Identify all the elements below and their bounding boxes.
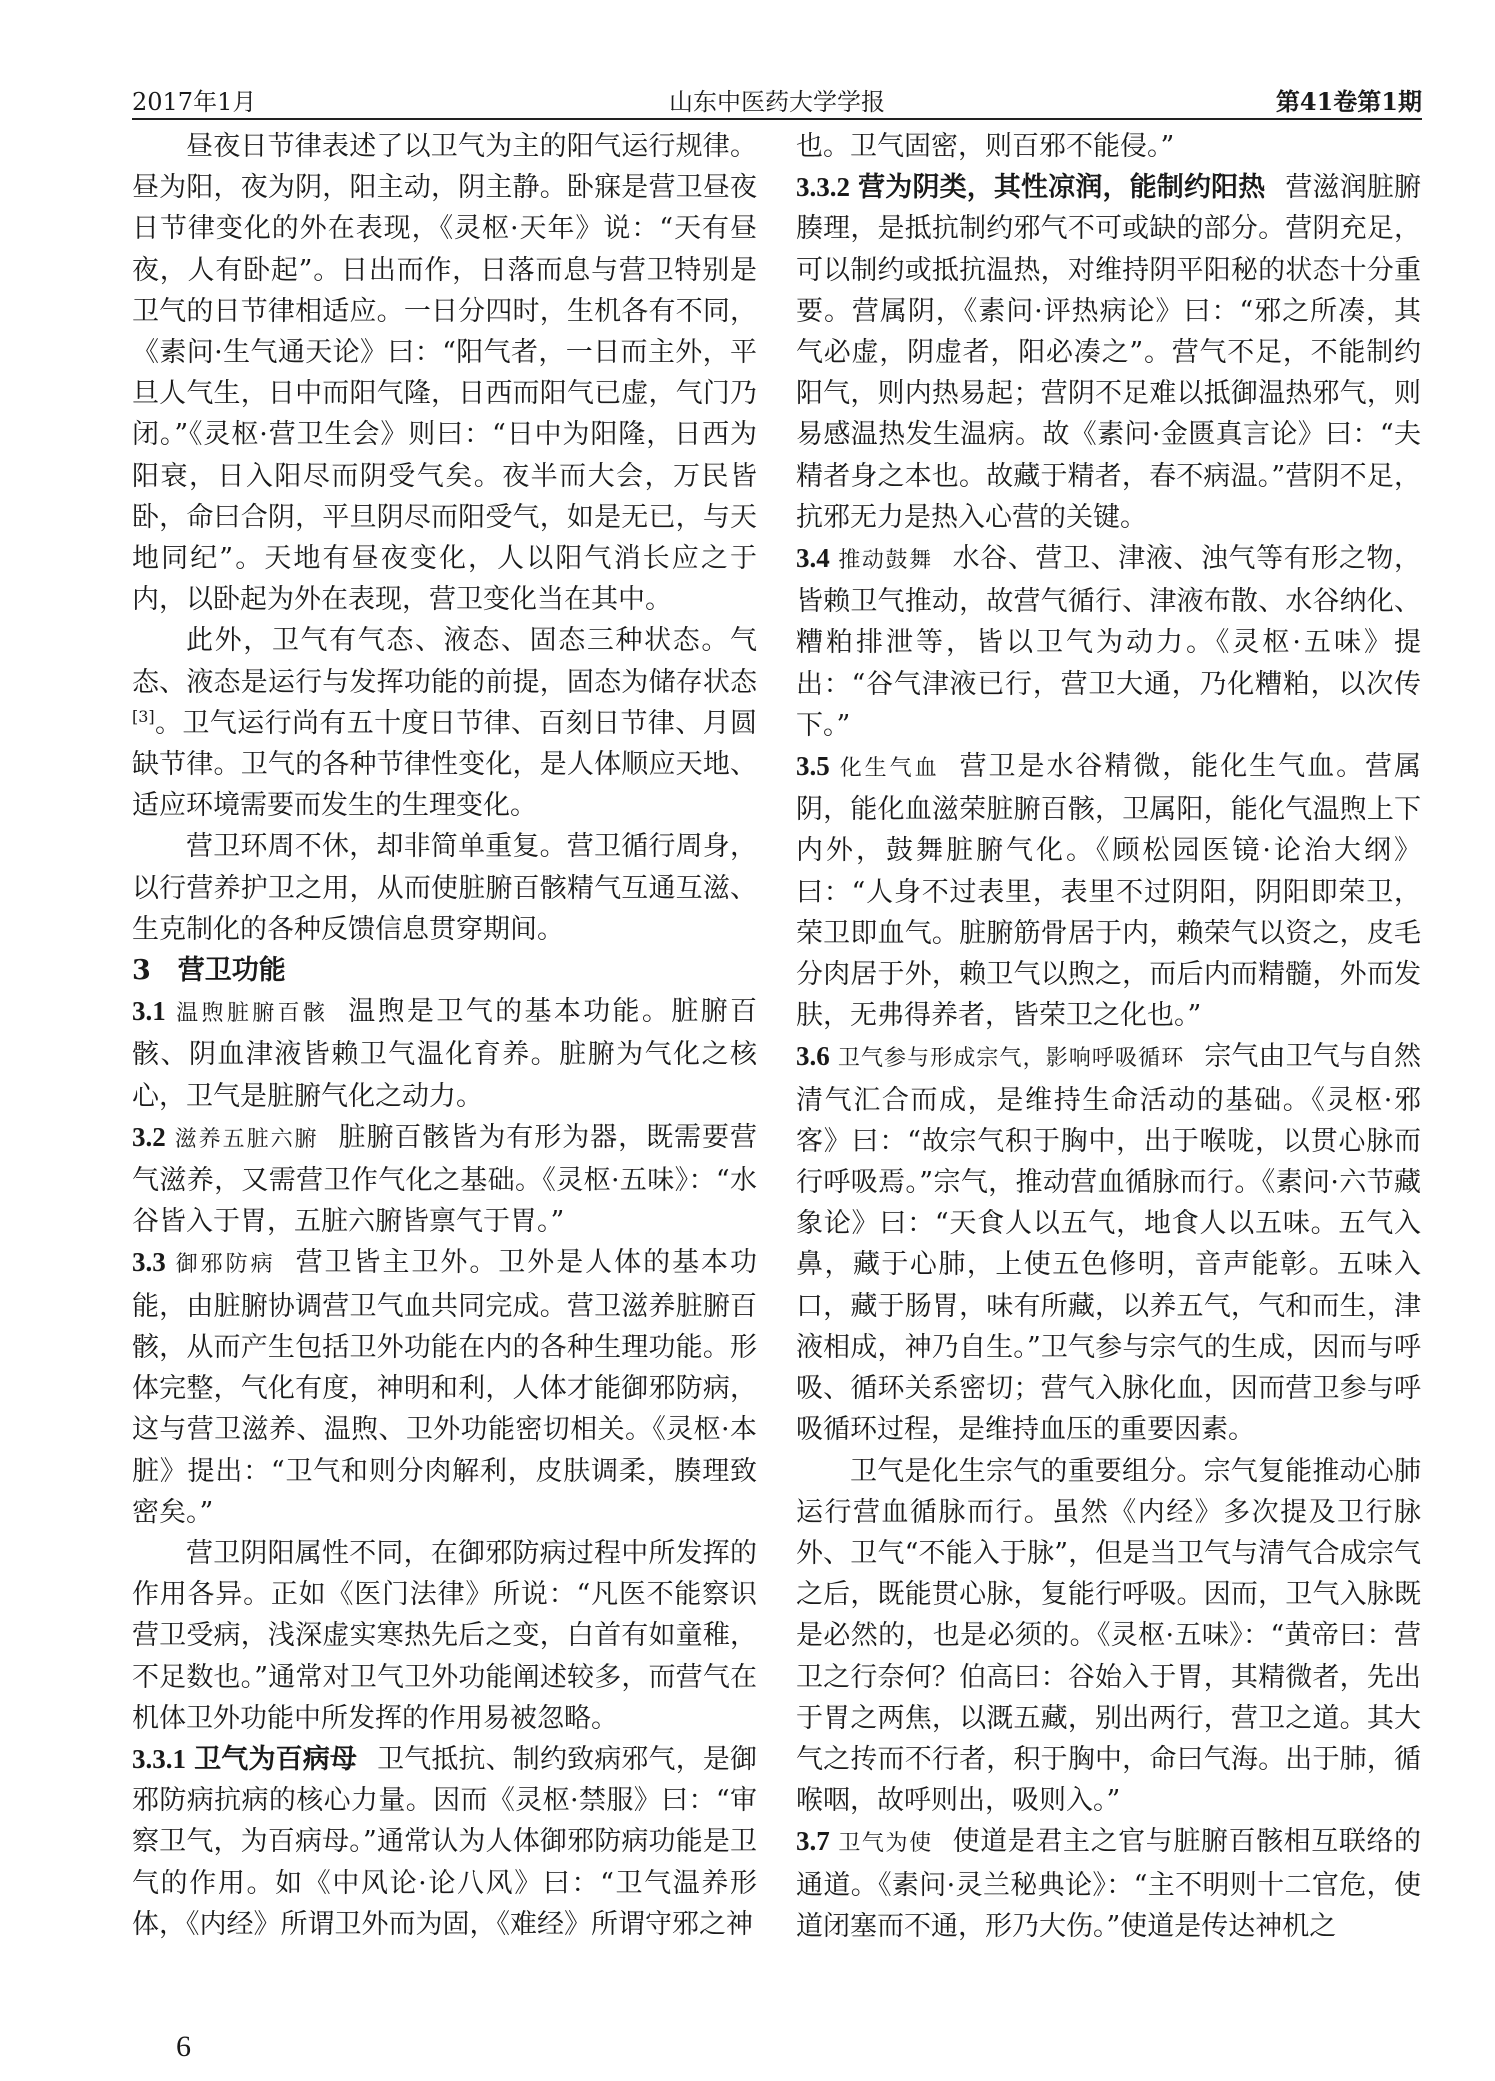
subsection-title: 营为阴类，其性凉润，能制约阳热: [858, 172, 1266, 204]
subsection-number: 3.3.1: [132, 1743, 186, 1774]
citation-ref: [3]: [132, 706, 155, 726]
paragraph-text: 此外，卫气有气态、液态、固态三种状态。气态、液态是运行与发挥功能的前提，固态为储存状态: [132, 625, 757, 698]
subsection-title: 卫气为使: [837, 1831, 933, 1857]
subsection-3-1: [132, 991, 757, 1117]
header-date: 2017年1月: [132, 88, 257, 116]
paragraph-text: 。卫气运行尚有五十度日节律、百刻日节律、月圆缺节律。卫气的各种节律性变化，是人体顺应天地、适应环境需要而发生的生理变化。: [132, 707, 757, 822]
subsection-3-6: [796, 1036, 1421, 1450]
paragraph: 昼夜日节律表述了以卫气为主的阳气运行规律。昼为阳，夜为阴，阳主动，阴主静。卧寐是营卫昼夜日节律变化的外在表现，《灵枢·天年》说：“天有昼夜，人有卧起”。日出而作，日落而息与营卫特别是卫气的日节律相适应。一日分四时，生机各有不同，《素问·生气通天论》曰：“阳气者，一日而主外，平旦人气生，日中而阳气隆，日西而阳气已虚，气门乃闭。”《灵枢·营卫生会》则曰：“日中为阳隆，日西为阳衰，日入阳尽而阴受气矣。夜半而大会，万民皆卧，命曰合阴，平旦阴尽而阳受气，如是无已，与天地同纪”。天地有昼夜变化，人以阳气消长应之于内，以卧起为外在表现，营卫变化当在其中。: [132, 131, 757, 616]
subsection-3-5: [796, 746, 1421, 1036]
section-heading-3: 3 营卫功能: [132, 955, 286, 987]
subsection-number: 3.7: [796, 1826, 830, 1857]
subsection-number: 3.3.2: [796, 172, 850, 203]
running-header: [132, 78, 1422, 120]
subsection-number: 3.1: [132, 996, 166, 1027]
subsection-title: 温煦脏腑百骸: [173, 1001, 329, 1027]
subsection-text: 使道是君主之官与脏腑百骸相互联络的通道。《素问·灵兰秘典论》：“主不明则十二官危，使道闭塞而不通，形乃大伤。”使道是传达神机之: [796, 1826, 1421, 1942]
header-volume-issue: 第41卷第1期: [1275, 87, 1422, 116]
paragraph: 也。卫气固密，则百邪不能侵。”: [796, 131, 1175, 162]
subsection-title: 卫气参与形成宗气，影响呼吸循环: [837, 1046, 1185, 1072]
subsection-number: 3.4: [796, 543, 830, 574]
subsection-number: 3.2: [132, 1121, 166, 1152]
subsection-text: 营卫是水谷精微，能化生气血。营属阴，能化血滋荣脏腑百骸，卫属阳，能化气温煦上下内外，鼓舞脏腑气化。《顾松园医镜·论治大纲》曰：“人身不过表里，表里不过阴阳，阴阳即荣卫，荣卫即血气。脏腑筋骨居于内，赖荣气以资之，皮毛分肉居于外，赖卫气以煦之，而后内而精髓，外而发肤，无弗得养者，皆荣卫之化也。”: [796, 751, 1421, 1032]
page-number: 6: [176, 2030, 191, 2063]
right-column: [796, 126, 1421, 1947]
subsection-number: 3.6: [796, 1041, 830, 1072]
subsection-number: 3.5: [796, 751, 830, 782]
subsection-title: 卫气为百病母: [194, 1743, 358, 1775]
header-journal-title: 山东中医药大学学报: [669, 88, 885, 116]
paragraph: 卫气是化生宗气的重要组分。宗气复能推动心肺运行营血循脉而行。虽然《内经》多次提及卫行脉外、卫气“不能入于脉”，但是当卫气与清气合成宗气之后，既能贯心脉，复能行呼吸。因而，卫气入脉既是必然的，也是必须的。《灵枢·五味》：“黄帝曰：营卫之行奈何？伯高曰：谷始入于胃，其精微者，先出于胃之两焦，以溉五藏，别出两行，营卫之道。其大气之抟而不行者，积于胸中，命曰气海。出于肺，循喉咽，故呼则出，吸则入。”: [796, 1455, 1421, 1817]
subsection-text: 水谷、营卫、津液、浊气等有形之物，皆赖卫气推动，故营气循行、津液布散、水谷纳化、糟粕排泄等，皆以卫气为动力。《灵枢·五味》提出：“谷气津液已行，营卫大通，乃化糟粕，以次传下。”: [796, 543, 1421, 741]
subsection-title: 御邪防病: [173, 1252, 276, 1278]
subsection-text: 营卫皆主卫外。卫外是人体的基本功能，由脏腑协调营卫气血共同完成。营卫滋养脏腑百骸，从而产生包括卫外功能在内的各种生理功能。形体完整，气化有度，神明和利，人体才能御邪防病，这与营卫滋养、温煦、卫外功能密切相关。《灵枢·本脏》提出：“卫气和则分肉解利，皮肤调柔，腠理致密矣。”: [132, 1247, 757, 1528]
subsection-3-7: [796, 1821, 1421, 1947]
subsection-3-3-1: [132, 1739, 757, 1945]
subsection-number: 3.3: [132, 1247, 166, 1278]
subsection-text: 营滋润脏腑腠理，是抵抗制约邪气不可或缺的部分。营阴充足，可以制约或抵抗温热，对维持阴平阳秘的状态十分重要。营属阴，《素问·评热病论》曰：“邪之所凑，其气必虚，阴虚者，阳必凑之”。营气不足，不能制约阳气，则内热易起；营阴不足难以抵御温热邪气，则易感温热发生温病。故《素问·金匮真言论》曰：“夫精者身之本也。故藏于精者，春不病温。”营阴不足，抗邪无力是热入心营的关键。: [796, 172, 1422, 533]
paragraph: [132, 620, 757, 826]
subsection-title: 推动鼓舞: [837, 548, 933, 574]
subsection-title: 滋养五脏六腑: [173, 1126, 319, 1152]
subsection-3-3-2: [796, 167, 1421, 538]
subsection-text: 温煦是卫气的基本功能。脏腑百骸、阴血津液皆赖卫气温化育养。脏腑为气化之核心，卫气是脏腑气化之动力。: [132, 996, 757, 1112]
subsection-text: 卫气抵抗、制约致病邪气，是御邪防病抗病的核心力量。因而《灵枢·禁服》曰：“审察卫气，为百病母。”通常认为人体御邪防病功能是卫气的作用。如《中风论·论八风》曰：“卫气温养形体，《内经》所谓卫外而为固，《难经》所谓守邪之神: [132, 1743, 758, 1940]
subsection-3-4: [796, 538, 1421, 746]
subsection-text: 脏腑百骸皆为有形为器，既需要营气滋养，又需营卫作气化之基础。《灵枢·五味》：“水谷皆入于胃，五脏六腑皆禀气于胃。”: [132, 1121, 757, 1238]
subsection-3-3: [132, 1242, 757, 1532]
left-column: [132, 126, 757, 1945]
subsection-title: 化生气血: [837, 756, 940, 782]
subsection-text: 宗气由卫气与自然清气汇合而成，是维持生命活动的基础。《灵枢·邪客》曰：“故宗气积于胸中，出于喉咙，以贯心脉而行呼吸焉。”宗气，推动营血循脉而行。《素问·六节藏象论》曰：“天食人以五气，地食人以五味。五气入鼻，藏于心肺，上使五色修明，音声能彰。五味入口，藏于肠胃，味有所藏，以养五气，气和而生，津液相成，神乃自生。”卫气参与宗气的生成，因而与呼吸、循环关系密切；营气入脉化血，因而营卫参与呼吸循环过程，是维持血压的重要因素。: [796, 1041, 1421, 1446]
paragraph: 营卫环周不休，却非简单重复。营卫循行周身，以行营养护卫之用，从而使脏腑百骸精气互通互滋、生克制化的各种反馈信息贯穿期间。: [132, 831, 757, 945]
paragraph: 营卫阴阳属性不同，在御邪防病过程中所发挥的作用各异。正如《医门法律》所说：“凡医不能察识营卫受病，浅深虚实寒热先后之变，白首有如童稚，不足数也。”通常对卫气卫外功能阐述较多，而营气在机体卫外功能中所发挥的作用易被忽略。: [132, 1537, 757, 1734]
subsection-3-2: [132, 1117, 757, 1243]
